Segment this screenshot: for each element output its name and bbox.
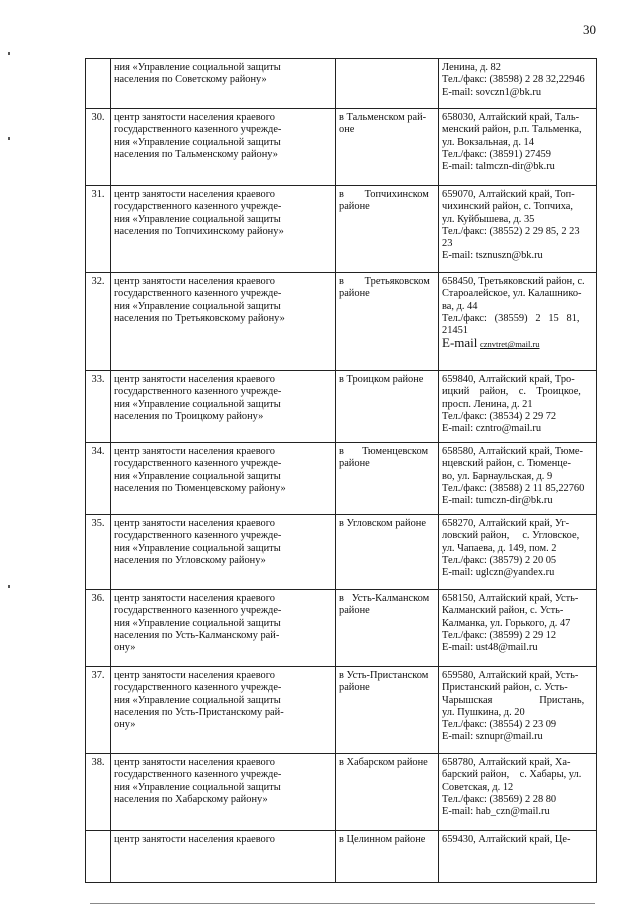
row-number: 36. (86, 590, 111, 667)
address-line: чихинский район, с. Топчиха, (442, 201, 573, 213)
district-line: оне (339, 124, 355, 136)
institutions-table-body (86, 59, 597, 883)
address-line: 21451 (442, 325, 468, 337)
scan-edge-mark (8, 137, 10, 140)
address-line: ул. Куйбышева, д. 35 (442, 213, 535, 225)
address-line: 658030, Алтайский край, Таль- (442, 112, 580, 123)
address (439, 443, 597, 515)
institution-name-line: центр занятости населения краевого (114, 834, 275, 845)
address-line: E-mail: sovczn1@bk.ru (442, 86, 542, 98)
district-line: в Целинном районе (339, 834, 426, 845)
address (439, 831, 597, 883)
address-line: E-mail: czntro@mail.ru (442, 423, 542, 435)
institution-name-line: государственного казенного учрежде- (114, 288, 282, 300)
address-line: 659430, Алтайский край, Це- (442, 834, 571, 845)
district-line: в Топчихинском (339, 189, 429, 200)
row-number: 35. (86, 515, 111, 590)
institution-name (111, 186, 336, 273)
address-line: ва, д. 44 (442, 300, 478, 312)
institution-name-line: населения по Троицкому району» (114, 410, 264, 422)
district (336, 371, 439, 443)
address-line: 658450, Третьяковский район, с. (442, 276, 585, 287)
institution-name-line: государственного казенного учрежде- (114, 124, 282, 136)
address-line: 659580, Алтайский край, Усть- (442, 670, 579, 681)
institution-name-line: населения по Третьяковскому району» (114, 312, 285, 324)
address (439, 590, 597, 667)
district-line: районе (339, 458, 370, 470)
institution-name-line: ния «Управление социальной защиты (114, 470, 281, 482)
table-row (86, 59, 597, 109)
address-line: Чарышская Пристань, (442, 694, 585, 706)
table-row (86, 443, 597, 515)
address-line: ицкий район, с. Троицкое, (442, 386, 581, 398)
institution-name-line: ния «Управление социальной защиты (114, 694, 281, 706)
address-line: E-mail: tumczn-dir@bk.ru (442, 495, 553, 507)
row-number (86, 59, 111, 109)
address-line: 658150, Алтайский край, Усть- (442, 593, 579, 604)
address-line: менский район, р.п. Тальменка, (442, 124, 582, 136)
address-line: 658580, Алтайский край, Тюме- (442, 446, 583, 457)
email-address: cznvtret@mail.ru (480, 339, 540, 350)
address-line: барский район, с. Хабары, ул. (442, 769, 582, 781)
district-line: районе (339, 288, 370, 300)
row-number: 33. (86, 371, 111, 443)
institution-name-line: центр занятости населения краевого (114, 670, 275, 681)
district-line: в Троицком районе (339, 374, 424, 385)
address-line: Пристанский район, с. Усть- (442, 682, 568, 694)
district (336, 273, 439, 371)
institution-name (111, 754, 336, 831)
table-row (86, 754, 597, 831)
district (336, 186, 439, 273)
address-line: нцевский район, с. Тюменце- (442, 458, 571, 470)
address-line: 659840, Алтайский край, Тро- (442, 374, 575, 385)
table-row (86, 273, 597, 371)
row-number: 32. (86, 273, 111, 371)
institution-name-line: населения по Усть-Калманскому рай- (114, 629, 280, 641)
address-line: 23 (442, 238, 453, 250)
institution-name-line: населения по Тальменскому району» (114, 148, 278, 160)
address-line: 658270, Алтайский край, Уг- (442, 518, 570, 529)
address (439, 371, 597, 443)
institution-name-line: ния «Управление социальной защиты (114, 62, 281, 73)
institution-name (111, 667, 336, 754)
address-line: E-mail: ust48@mail.ru (442, 642, 538, 654)
district-line: районе (339, 605, 370, 617)
address-line: 658780, Алтайский край, Ха- (442, 757, 571, 768)
district-line: в Усть-Пристанском (339, 670, 429, 681)
table-row (86, 590, 597, 667)
institution-name-line: ния «Управление социальной защиты (114, 542, 281, 554)
email-line (442, 337, 593, 351)
district (336, 59, 439, 109)
institution-name-line: центр занятости населения краевого (114, 518, 275, 529)
address-line: E-mail: talmczn-dir@bk.ru (442, 161, 555, 173)
institution-name-line: населения по Усть-Пристанскому рай- (114, 706, 284, 718)
address-line: ул. Пушкина, д. 20 (442, 706, 525, 718)
institution-name-line: населения по Тюменцевскому району» (114, 482, 286, 494)
institutions-table (85, 58, 597, 883)
row-number: 37. (86, 667, 111, 754)
district-line: в Тюменцевском (339, 446, 429, 457)
institution-name-line: центр занятости населения краевого (114, 757, 275, 768)
district-line: районе (339, 201, 370, 213)
district (336, 515, 439, 590)
email-label: E-mail (442, 335, 478, 351)
table-row (86, 186, 597, 273)
address-line: Советская, д. 12 (442, 781, 514, 793)
institution-name-line: ону» (114, 719, 136, 731)
address-line: E-mail: sznupr@mail.ru (442, 731, 543, 743)
institution-name-line: государственного казенного учрежде- (114, 769, 282, 781)
table-row (86, 667, 597, 754)
institution-name-line: государственного казенного учрежде- (114, 201, 282, 213)
address-line: Тел./факс: (38569) 2 28 80 (442, 793, 557, 805)
address-line: Тел./факс: (38534) 2 29 72 (442, 410, 557, 422)
institution-name-line: населения по Топчихинскому району» (114, 225, 284, 237)
institution-name-line: ния «Управление социальной защиты (114, 136, 281, 148)
address (439, 186, 597, 273)
institution-name (111, 590, 336, 667)
address (439, 59, 597, 109)
address-line: Калманский район, с. Усть- (442, 605, 564, 617)
row-number: 31. (86, 186, 111, 273)
row-number: 34. (86, 443, 111, 515)
institution-name-line: государственного казенного учрежде- (114, 605, 282, 617)
address (439, 515, 597, 590)
district (336, 109, 439, 186)
institution-name (111, 273, 336, 371)
page-bottom-rule (90, 903, 595, 904)
institution-name-line: населения по Хабарскому району» (114, 793, 268, 805)
table-row (86, 515, 597, 590)
scan-edge-mark (8, 52, 10, 55)
address-line: Староалейское, ул. Калашнико- (442, 288, 582, 300)
address-line: 659070, Алтайский край, Топ- (442, 189, 575, 200)
address-line: Тел./факс: (38579) 2 20 05 (442, 554, 557, 566)
address-line: Тел./факс: (38598) 2 28 32,22946 (442, 74, 585, 86)
row-number (86, 831, 111, 883)
institution-name-line: населения по Советскому району» (114, 74, 267, 86)
district (336, 667, 439, 754)
address-line: ловский район, с. Угловское, (442, 530, 580, 542)
institution-name-line: государственного казенного учрежде- (114, 530, 282, 542)
district (336, 590, 439, 667)
institution-name-line: государственного казенного учрежде- (114, 386, 282, 398)
address-line: E-mail: uglczn@yandex.ru (442, 567, 555, 579)
address (439, 109, 597, 186)
address-line: Ленина, д. 82 (442, 62, 501, 73)
institution-name-line: государственного казенного учрежде- (114, 458, 282, 470)
institution-name-line: центр занятости населения краевого (114, 446, 275, 457)
institution-name (111, 443, 336, 515)
institution-name-line: ону» (114, 642, 136, 654)
institution-name-line: ния «Управление социальной защиты (114, 781, 281, 793)
institution-name-line: ния «Управление социальной защиты (114, 213, 281, 225)
address (439, 273, 597, 371)
institution-name-line: центр занятости населения краевого (114, 374, 275, 385)
district-line: в Третьяковском (339, 276, 430, 287)
address-line: Тел./факс: (38559) 2 15 81, (442, 312, 580, 324)
institution-name (111, 515, 336, 590)
institution-name-line: ния «Управление социальной защиты (114, 300, 281, 312)
district-line: районе (339, 682, 370, 694)
district (336, 754, 439, 831)
institution-name-line: центр занятости населения краевого (114, 112, 275, 123)
institution-name-line: центр занятости населения краевого (114, 189, 275, 200)
address-line: ул. Вокзальная, д. 14 (442, 136, 534, 148)
district-line: в Тальменском рай- (339, 112, 427, 123)
address-line: Тел./факс: (38588) 2 11 85,22760 (442, 482, 585, 494)
table-row (86, 371, 597, 443)
address-line: E-mail: hab_czn@mail.ru (442, 806, 550, 818)
institution-name-line: ния «Управление социальной защиты (114, 617, 281, 629)
district (336, 443, 439, 515)
institution-name-line: центр занятости населения краевого (114, 593, 275, 604)
institution-name-line: ния «Управление социальной защиты (114, 398, 281, 410)
scan-edge-mark (8, 585, 10, 588)
address (439, 754, 597, 831)
address-line: Тел./факс: (38552) 2 29 85, 2 23 (442, 225, 580, 237)
table-row (86, 831, 597, 883)
district-line: в Угловском районе (339, 518, 426, 529)
institution-name (111, 831, 336, 883)
address-line: Тел./факс: (38554) 2 23 09 (442, 719, 557, 731)
district (336, 831, 439, 883)
page-number: 30 (583, 22, 596, 37)
address-line: Тел./факс: (38591) 27459 (442, 148, 551, 160)
institution-name (111, 109, 336, 186)
row-number: 30. (86, 109, 111, 186)
address-line: ул. Чапаева, д. 149, пом. 2 (442, 542, 557, 554)
institution-name-line: центр занятости населения краевого (114, 276, 275, 287)
institution-name-line: населения по Угловскому району» (114, 554, 266, 566)
institution-name (111, 371, 336, 443)
table-row (86, 109, 597, 186)
address-line: просп. Ленина, д. 21 (442, 398, 533, 410)
address-line: во, ул. Барнаульская, д. 9 (442, 470, 553, 482)
address-line: Калманка, ул. Горького, д. 47 (442, 617, 571, 629)
address-line: E-mail: tsznuszn@bk.ru (442, 250, 543, 262)
district-line: в Усть-Калманском (339, 593, 430, 604)
institution-name-line: государственного казенного учрежде- (114, 682, 282, 694)
address (439, 667, 597, 754)
address-line: Тел./факс: (38599) 2 29 12 (442, 629, 557, 641)
institution-name (111, 59, 336, 109)
row-number: 38. (86, 754, 111, 831)
district-line: в Хабарском районе (339, 757, 428, 768)
